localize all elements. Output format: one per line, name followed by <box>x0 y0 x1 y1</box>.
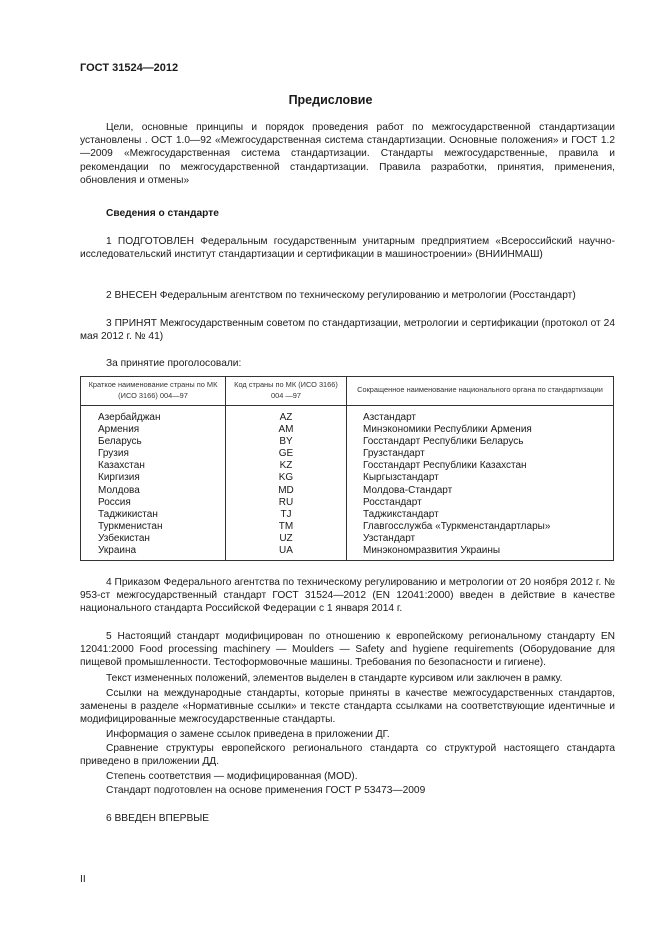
note-references: Ссылки на международные стандарты, которые приняты в качестве межгосударственных стандартов, заменены в разделе «Нормативные ссылки» и тексте стандарта ссылками на соответствующие идентичные и модифицированные межгосударственные стандарты. <box>80 688 615 726</box>
voting-table-row <box>81 460 614 472</box>
item-1-prepared: 1 ПОДГОТОВЛЕН Федеральным государственным унитарным предприятием «Всероссийский научно-исследовательский институт стандартизации и сертификации в машиностроении» (ВНИИНМАШ) <box>80 236 615 261</box>
country-code-cell: KG <box>226 472 347 484</box>
voted-label: За принятие проголосовали: <box>106 358 242 369</box>
country-code-cell: MD <box>226 485 347 497</box>
national-body-cell: Росстандарт <box>347 497 614 509</box>
national-body-cell: Главгосслужба «Туркменстандартлары» <box>347 521 614 533</box>
voting-table-body <box>81 406 614 561</box>
item-2-submitted: 2 ВНЕСЕН Федеральным агентством по техническому регулированию и метрологии (Росстандарт) <box>106 290 576 301</box>
national-body-cell: Кыргызстандарт <box>347 472 614 484</box>
voting-table-row <box>81 509 614 521</box>
country-code-cell: BY <box>226 436 347 448</box>
country-name-cell: Киргизия <box>81 472 226 484</box>
country-code-cell: GE <box>226 448 347 460</box>
about-standard-heading: Сведения о стандарте <box>106 208 219 219</box>
country-name-cell: Беларусь <box>81 436 226 448</box>
page-title: Предисловие <box>288 93 373 107</box>
voting-table-row <box>81 424 614 436</box>
national-body-cell: Таджикстандарт <box>347 509 614 521</box>
voting-table-row <box>81 406 614 425</box>
country-name-cell: Таджикистан <box>81 509 226 521</box>
country-name-cell: Украина <box>81 545 226 561</box>
national-body-cell: Грузстандарт <box>347 448 614 460</box>
country-code-cell: TM <box>226 521 347 533</box>
note-info: Информация о замене ссылок приведена в приложении ДГ. <box>106 729 390 740</box>
country-code-cell: RU <box>226 497 347 509</box>
note-degree: Степень соответствия — модифицированная (MOD). <box>106 771 358 782</box>
voting-table-row <box>81 533 614 545</box>
item-5-modified: 5 Настоящий стандарт модифицирован по отношению к европейскому региональному стандарту EN 12041:2000 Food processing machinery — Moulders — Safety and hygiene requirements (Оборудование для пищевой промышленности. Тестоформовочные машины. Требования по безопасности и гигиене). <box>80 631 615 669</box>
national-body-cell: Госстандарт Республики Беларусь <box>347 436 614 448</box>
national-body-cell: Узстандарт <box>347 533 614 545</box>
voting-table-header <box>81 377 614 406</box>
standard-code-header: ГОСТ 31524—2012 <box>80 62 179 74</box>
country-code-cell: AM <box>226 424 347 436</box>
item-6-introduced: 6 ВВЕДЕН ВПЕРВЫЕ <box>106 813 210 824</box>
national-body-cell: Минэкономразвития Украины <box>347 545 614 561</box>
voting-table-row <box>81 521 614 533</box>
country-name-cell: Грузия <box>81 448 226 460</box>
page-number: II <box>80 874 86 885</box>
country-code-cell: UZ <box>226 533 347 545</box>
country-name-cell: Россия <box>81 497 226 509</box>
intro-paragraph: Цели, основные принципы и порядок проведения работ по межгосударственной стандартизации установлены . ОСТ 1.0—92 «Межгосударственная система стандартизации. Основные положения» и ГОСТ 1.2—2009 «Межгосударственная система стандартизации. Стандарты межгосударственные, правила и рекомендации по межгосударственной стандартизации. Правила разработки, принятия, применения, обновления и отмены» <box>80 122 615 186</box>
national-body-cell: Азстандарт <box>347 406 614 425</box>
voting-table-row <box>81 448 614 460</box>
national-body-cell: Минэкономики Республики Армения <box>347 424 614 436</box>
country-name-cell: Туркменистан <box>81 521 226 533</box>
header-national-body: Сокращенное наименование национального органа по стандартизации <box>347 377 614 406</box>
country-name-cell: Молдова <box>81 485 226 497</box>
country-name-cell: Армения <box>81 424 226 436</box>
note-changes: Текст измененных положений, элементов выделен в стандарте курсивом или заключен в рамку. <box>106 673 563 684</box>
voting-table-row <box>81 545 614 561</box>
country-code-cell: TJ <box>226 509 347 521</box>
voting-table-row <box>81 472 614 484</box>
country-code-cell: UA <box>226 545 347 561</box>
voting-table-row <box>81 485 614 497</box>
country-name-cell: Казахстан <box>81 460 226 472</box>
header-country-code: Код страны по МК (ИСО 3166) 004 —97 <box>226 377 347 406</box>
note-basis: Стандарт подготовлен на основе применения ГОСТ Р 53473—2009 <box>106 785 426 796</box>
header-country-name: Краткое наименование страны по МК (ИСО 3166) 004—97 <box>81 377 226 406</box>
item-4-order: 4 Приказом Федерального агентства по техническому регулированию и метрологии от 20 ноября 2012 г. № 953-ст межгосударственный стандарт ГОСТ 31524—2012 (EN 12041:2000) введен в действие в качестве национального стандарта Российской Федерации с 1 января 2014 г. <box>80 577 615 615</box>
note-structure: Сравнение структуры европейского регионального стандарта со структурой настоящего стандарта приведено в приложении ДД. <box>80 743 615 768</box>
country-name-cell: Азербайджан <box>81 406 226 425</box>
country-code-cell: AZ <box>226 406 347 425</box>
national-body-cell: Молдова-Стандарт <box>347 485 614 497</box>
voting-table-row <box>81 436 614 448</box>
country-code-cell: KZ <box>226 460 347 472</box>
national-body-cell: Госстандарт Республики Казахстан <box>347 460 614 472</box>
voting-table <box>80 376 614 561</box>
item-3-adopted: 3 ПРИНЯТ Межгосударственным советом по стандартизации, метрологии и сертификации (протокол от 24 мая 2012 г. № 41) <box>80 318 615 343</box>
voting-table-row <box>81 497 614 509</box>
country-name-cell: Узбекистан <box>81 533 226 545</box>
